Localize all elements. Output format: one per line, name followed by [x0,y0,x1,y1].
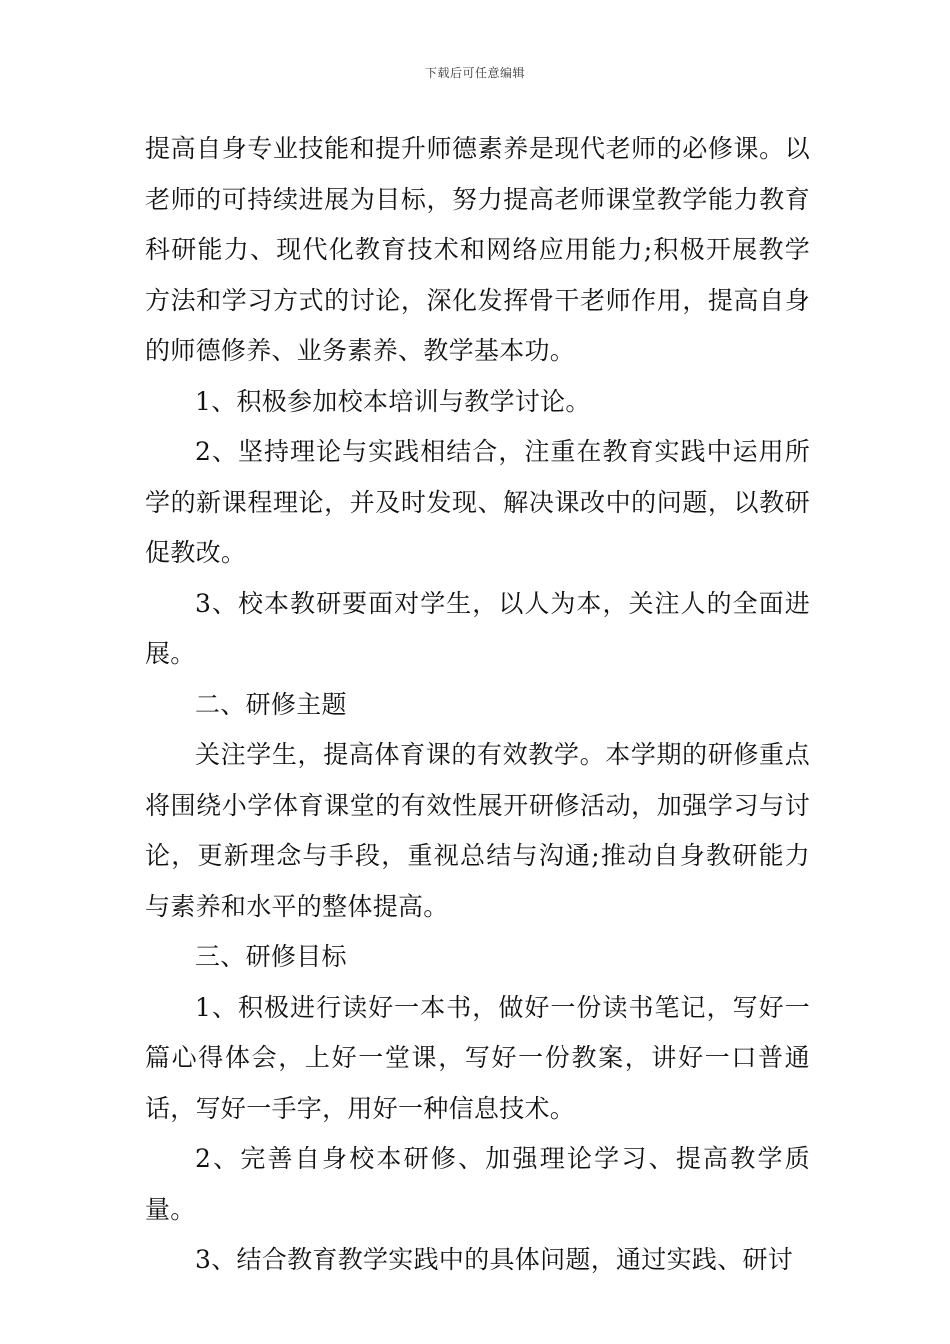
paragraph-intro: 提高自身专业技能和提升师德素养是现代老师的必修课。以老师的可持续进展为目标，努力提高老师课堂教学能力教育科研能力、现代化教育技术和网络应用能力;积极开展教学方法和学习方式的讨论，深化发挥骨干老师作用，提高自身的师德修养、业务素养、教学基本功。 [145,134,810,365]
document-body [145,124,810,1286]
page-header: 下载后可任意编辑 [424,66,525,80]
paragraph-item-3: 3、校本教研要面对学生，以人为本，关注人的全面进展。 [145,588,810,668]
section-heading-goals: 三、研修目标 [195,942,347,971]
paragraph-goal-2: 2、完善自身校本研修、加强理论学习、提高教学质量。 [145,1144,810,1224]
paragraph-topic: 关注学生，提高体育课的有效教学。本学期的研修重点将围绕小学体育课堂的有效性展开研修活动，加强学习与讨论，更新理念与手段，重视总结与沟通;推动自身教研能力与素养和水平的整体提高。 [145,740,810,921]
section-heading-topic: 二、研修主题 [195,689,347,719]
paragraph-item-2: 2、坚持理论与实践相结合，注重在教育实践中运用所学的新课程理论，并及时发现、解决课改中的问题，以教研促教改。 [145,437,810,567]
paragraph-item-1: 1、积极参加校本培训与教学讨论。 [195,386,591,416]
paragraph-goal-3: 3、结合教育教学实践中的具体问题，通过实践、研讨 [195,1245,794,1274]
paragraph-goal-1: 1、积极进行读好一本书，做好一份读书笔记，写好一篇心得体会，上好一堂课，写好一份教案，讲好一口普通话，写好一手字，用好一种信息技术。 [145,992,810,1123]
